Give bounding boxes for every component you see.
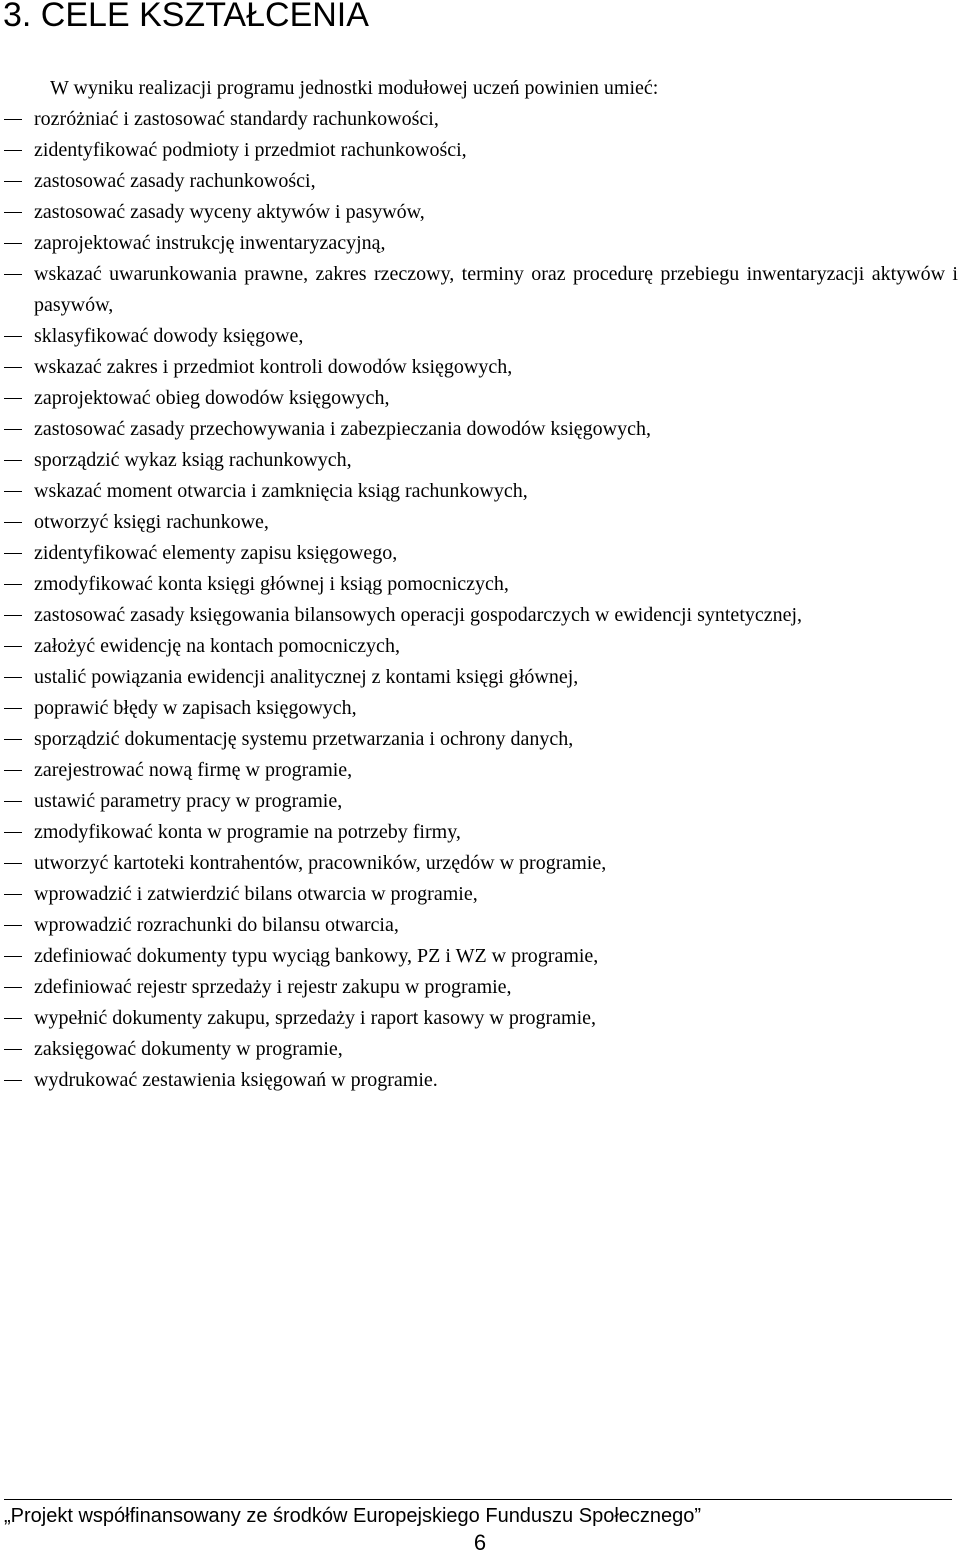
list-item-text: zmodyfikować konta księgi głównej i ksiąg pomocniczych,: [34, 573, 509, 595]
dash-bullet-icon: [4, 956, 22, 957]
list-item: [0, 631, 958, 662]
list-item-text: sporządzić wykaz ksiąg rachunkowych,: [34, 449, 352, 471]
list-item-text: zaksięgować dokumenty w programie,: [34, 1038, 343, 1060]
list-item: [0, 693, 958, 724]
list-item: [0, 724, 958, 755]
dash-bullet-icon: [4, 336, 22, 337]
list-item: [0, 383, 958, 414]
dash-bullet-icon: [4, 1049, 22, 1050]
dash-bullet-icon: [4, 150, 22, 151]
list-item: [0, 352, 958, 383]
list-item: [0, 166, 958, 197]
dash-bullet-icon: [4, 212, 22, 213]
list-item: [0, 1003, 958, 1034]
list-item: [0, 507, 958, 538]
list-item: [0, 941, 958, 972]
dash-bullet-icon: [4, 646, 22, 647]
list-item: [0, 104, 958, 135]
dash-bullet-icon: [4, 584, 22, 585]
dash-bullet-icon: [4, 243, 22, 244]
list-item: [0, 259, 958, 321]
dash-bullet-icon: [4, 491, 22, 492]
list-item-text: zastosować zasady przechowywania i zabezpieczania dowodów księgowych,: [34, 418, 651, 440]
list-item-text: zmodyfikować konta w programie na potrzeby firmy,: [34, 821, 461, 843]
dash-bullet-icon: [4, 181, 22, 182]
list-item: [0, 414, 958, 445]
list-item: [0, 600, 958, 631]
list-item: [0, 848, 958, 879]
dash-bullet-icon: [4, 429, 22, 430]
list-item-text: poprawić błędy w zapisach księgowych,: [34, 697, 357, 719]
list-item: [0, 445, 958, 476]
list-item-text: wprowadzić i zatwierdzić bilans otwarcia w programie,: [34, 883, 478, 905]
dash-bullet-icon: [4, 1018, 22, 1019]
list-item-text: wskazać uwarunkowania prawne, zakres rzeczowy, terminy oraz procedurę przebiegu inwentaryzacji aktywów i pasywów,: [34, 263, 958, 316]
dash-bullet-icon: [4, 522, 22, 523]
list-item: [0, 476, 958, 507]
list-item: [0, 321, 958, 352]
list-item: [0, 569, 958, 600]
dash-bullet-icon: [4, 987, 22, 988]
footer-divider: [4, 1499, 952, 1500]
footer-project-note: „Projekt współfinansowany ze środków Europejskiego Funduszu Społecznego”: [4, 1505, 702, 1527]
list-item-text: zaprojektować instrukcję inwentaryzacyjną,: [34, 232, 386, 254]
dash-bullet-icon: [4, 1080, 22, 1081]
list-item: [0, 786, 958, 817]
list-item-text: zdefiniować rejestr sprzedaży i rejestr zakupu w programie,: [34, 976, 512, 998]
list-item: [0, 879, 958, 910]
list-item-text: otworzyć księgi rachunkowe,: [34, 511, 269, 533]
list-item-text: wypełnić dokumenty zakupu, sprzedaży i raport kasowy w programie,: [34, 1007, 597, 1029]
list-item: [0, 538, 958, 569]
list-item-text: wydrukować zestawienia księgowań w programie.: [34, 1069, 438, 1091]
dash-bullet-icon: [4, 925, 22, 926]
list-item: [0, 228, 958, 259]
dash-bullet-icon: [4, 832, 22, 833]
list-item-text: wskazać moment otwarcia i zamknięcia ksiąg rachunkowych,: [34, 480, 528, 502]
list-item-text: zidentyfikować elementy zapisu księgowego,: [34, 542, 398, 564]
list-item: [0, 972, 958, 1003]
list-item: [0, 910, 958, 941]
dash-bullet-icon: [4, 801, 22, 802]
list-item-text: sklasyfikować dowody księgowe,: [34, 325, 304, 347]
list-item-text: założyć ewidencję na kontach pomocniczych,: [34, 635, 400, 657]
dash-bullet-icon: [4, 863, 22, 864]
dash-bullet-icon: [4, 274, 22, 275]
list-item-text: sporządzić dokumentację systemu przetwarzania i ochrony danych,: [34, 728, 574, 750]
list-item-text: zarejestrować nową firmę w programie,: [34, 759, 353, 781]
list-item-text: zastosować zasady księgowania bilansowych operacji gospodarczych w ewidencji syntetycznej,: [34, 604, 803, 626]
dash-bullet-icon: [4, 739, 22, 740]
list-item-text: ustalić powiązania ewidencji analitycznej z kontami księgi głównej,: [34, 666, 579, 688]
dash-bullet-icon: [4, 708, 22, 709]
list-item: [0, 755, 958, 786]
dash-bullet-icon: [4, 677, 22, 678]
section-heading: 3. CELE KSZTAŁCENIA: [3, 0, 369, 34]
list-item-text: ustawić parametry pracy w programie,: [34, 790, 343, 812]
list-item-text: zastosować zasady wyceny aktywów i pasywów,: [34, 201, 425, 223]
page-number: 6: [473, 1530, 487, 1555]
list-item: [0, 197, 958, 228]
list-item-text: wskazać zakres i przedmiot kontroli dowodów księgowych,: [34, 356, 513, 378]
list-item-text: wprowadzić rozrachunki do bilansu otwarcia,: [34, 914, 399, 936]
list-item-text: zidentyfikować podmioty i przedmiot rachunkowości,: [34, 139, 467, 161]
dash-bullet-icon: [4, 770, 22, 771]
list-item: [0, 1034, 958, 1065]
list-item: [0, 662, 958, 693]
list-item: [0, 1065, 958, 1096]
dash-bullet-icon: [4, 119, 22, 120]
learning-objectives-list: [0, 104, 958, 1096]
dash-bullet-icon: [4, 460, 22, 461]
list-item: [0, 817, 958, 848]
dash-bullet-icon: [4, 398, 22, 399]
dash-bullet-icon: [4, 894, 22, 895]
list-item-text: rozróżniać i zastosować standardy rachunkowości,: [34, 108, 439, 130]
dash-bullet-icon: [4, 553, 22, 554]
dash-bullet-icon: [4, 615, 22, 616]
list-item-text: zastosować zasady rachunkowości,: [34, 170, 316, 192]
intro-text: W wyniku realizacji programu jednostki modułowej uczeń powinien umieć:: [50, 77, 659, 99]
list-item-text: zdefiniować dokumenty typu wyciąg bankowy, PZ i WZ w programie,: [34, 945, 599, 967]
dash-bullet-icon: [4, 367, 22, 368]
list-item-text: zaprojektować obieg dowodów księgowych,: [34, 387, 390, 409]
list-item: [0, 135, 958, 166]
list-item-text: utworzyć kartoteki kontrahentów, pracowników, urzędów w programie,: [34, 852, 607, 874]
